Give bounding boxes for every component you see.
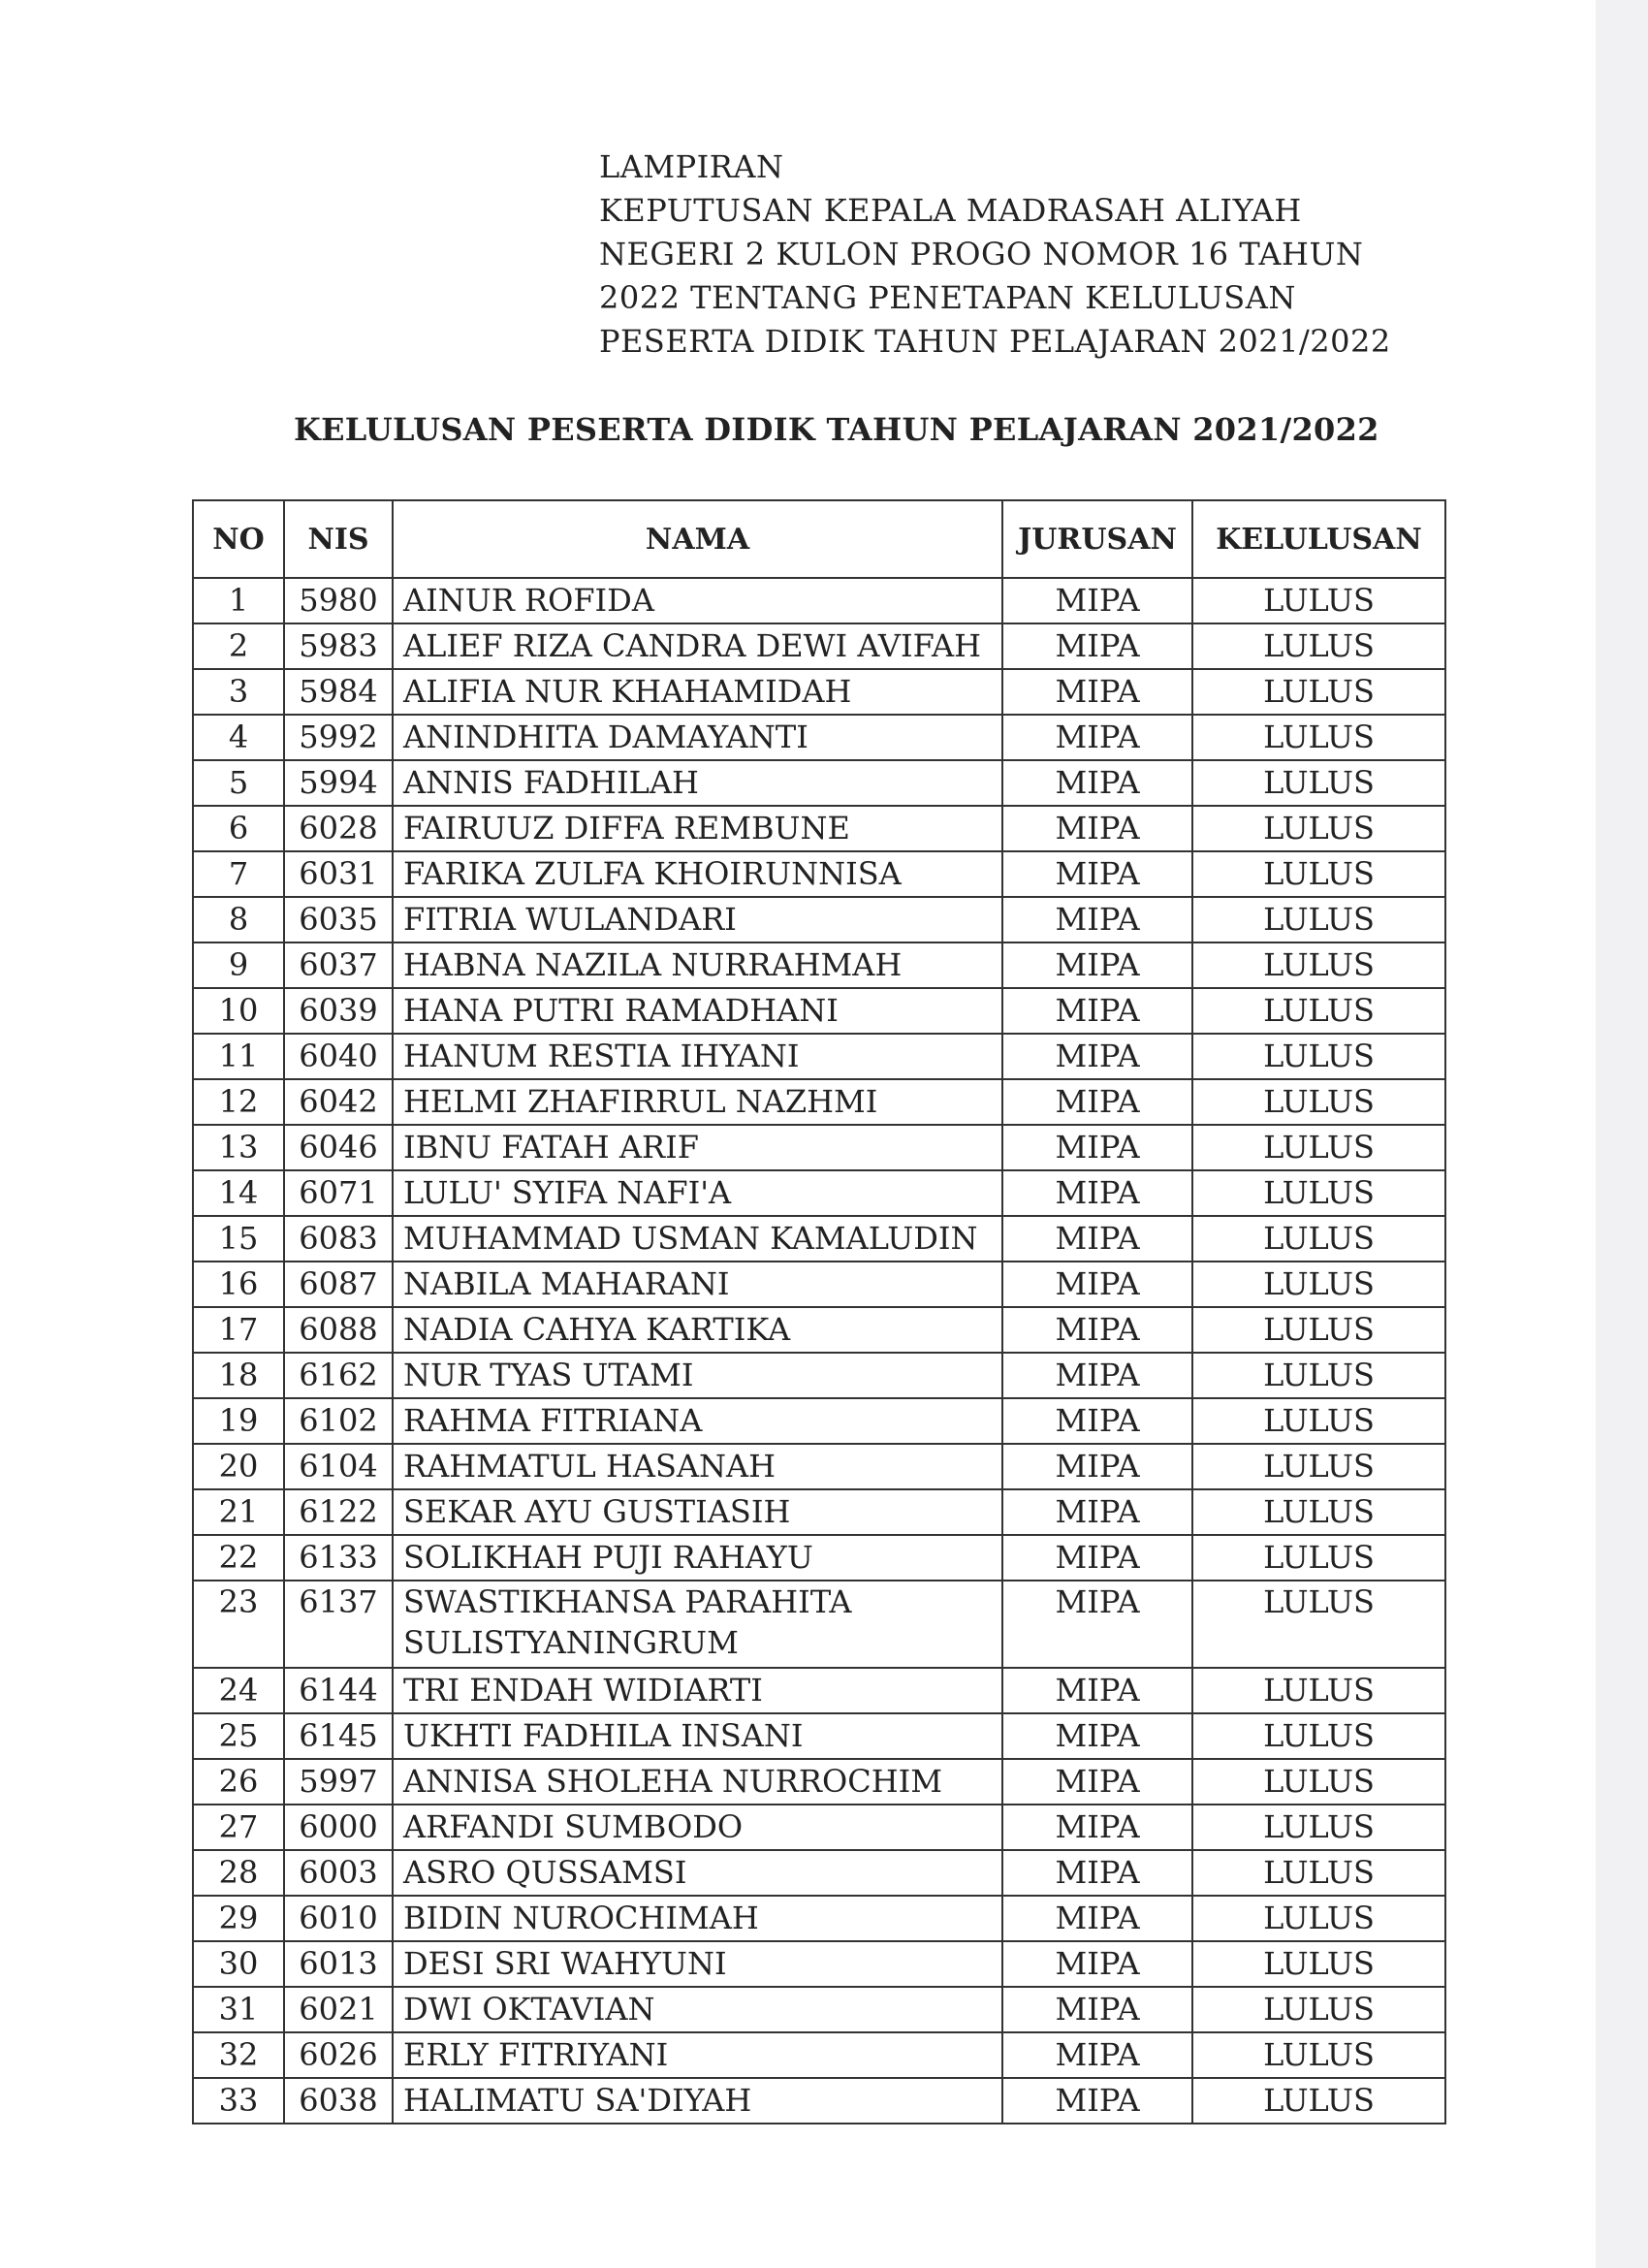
cell-kelulusan: LULUS (1192, 1307, 1445, 1353)
cell-nama: HELMI ZHAFIRRUL NAZHMI (393, 1079, 1002, 1125)
cell-nis: 5980 (284, 578, 393, 623)
table-body (193, 578, 1445, 2124)
cell-nama: DESI SRI WAHYUNI (393, 1941, 1002, 1987)
lampiran-header (599, 145, 1391, 364)
cell-jurusan: MIPA (1002, 942, 1192, 988)
cell-kelulusan: LULUS (1192, 1805, 1445, 1850)
cell-nama: HALIMATU SA'DIYAH (393, 2078, 1002, 2124)
cell-jurusan: MIPA (1002, 623, 1192, 669)
table-row (193, 1307, 1445, 1353)
cell-kelulusan: LULUS (1192, 806, 1445, 851)
lampiran-line: NEGERI 2 KULON PROGO NOMOR 16 TAHUN (599, 236, 1364, 272)
table-row (193, 1535, 1445, 1581)
cell-no: 20 (193, 1444, 284, 1489)
cell-no: 32 (193, 2032, 284, 2078)
table-row (193, 1941, 1445, 1987)
cell-jurusan: MIPA (1002, 2032, 1192, 2078)
cell-nis: 6039 (284, 988, 393, 1034)
header-nis: NIS (284, 500, 393, 578)
cell-nis: 6026 (284, 2032, 393, 2078)
cell-jurusan: MIPA (1002, 1759, 1192, 1805)
table-row (193, 1668, 1445, 1713)
cell-no: 28 (193, 1850, 284, 1896)
cell-kelulusan: LULUS (1192, 1759, 1445, 1805)
cell-jurusan: MIPA (1002, 1713, 1192, 1759)
cell-nis: 6088 (284, 1307, 393, 1353)
cell-nama: ARFANDI SUMBODO (393, 1805, 1002, 1850)
cell-no: 31 (193, 1987, 284, 2032)
table-row (193, 1896, 1445, 1941)
table-header-row (193, 500, 1445, 578)
cell-kelulusan: LULUS (1192, 1489, 1445, 1535)
cell-jurusan: MIPA (1002, 1850, 1192, 1896)
cell-no: 2 (193, 623, 284, 669)
table-row (193, 942, 1445, 988)
cell-nama: HABNA NAZILA NURRAHMAH (393, 942, 1002, 988)
cell-no: 8 (193, 897, 284, 942)
cell-kelulusan: LULUS (1192, 1581, 1445, 1668)
cell-kelulusan: LULUS (1192, 988, 1445, 1034)
table-row (193, 1987, 1445, 2032)
cell-kelulusan: LULUS (1192, 2032, 1445, 2078)
cell-jurusan: MIPA (1002, 1444, 1192, 1489)
cell-jurusan: MIPA (1002, 1034, 1192, 1079)
cell-nis: 5983 (284, 623, 393, 669)
table-row (193, 1353, 1445, 1398)
cell-nama: ASRO QUSSAMSI (393, 1850, 1002, 1896)
cell-nis: 6071 (284, 1170, 393, 1216)
cell-nis: 6037 (284, 942, 393, 988)
cell-nama: ALIEF RIZA CANDRA DEWI AVIFAH (393, 623, 1002, 669)
cell-nama: MUHAMMAD USMAN KAMALUDIN (393, 1216, 1002, 1262)
cell-kelulusan: LULUS (1192, 1896, 1445, 1941)
cell-nis: 6003 (284, 1850, 393, 1896)
cell-no: 14 (193, 1170, 284, 1216)
cell-nis: 5994 (284, 760, 393, 806)
cell-no: 23 (193, 1581, 284, 1668)
cell-nama: RAHMATUL HASANAH (393, 1444, 1002, 1489)
header-no: NO (193, 500, 284, 578)
table-row (193, 2032, 1445, 2078)
cell-kelulusan: LULUS (1192, 1850, 1445, 1896)
cell-nis: 6021 (284, 1987, 393, 2032)
cell-jurusan: MIPA (1002, 1987, 1192, 2032)
cell-nis: 6010 (284, 1896, 393, 1941)
lampiran-line: PESERTA DIDIK TAHUN PELAJARAN 2021/2022 (599, 323, 1391, 360)
cell-kelulusan: LULUS (1192, 1987, 1445, 2032)
cell-nama: AINUR ROFIDA (393, 578, 1002, 623)
cell-no: 3 (193, 669, 284, 715)
table-row (193, 1262, 1445, 1307)
cell-no: 10 (193, 988, 284, 1034)
table-row (193, 1444, 1445, 1489)
cell-nis: 6122 (284, 1489, 393, 1535)
cell-no: 12 (193, 1079, 284, 1125)
cell-kelulusan: LULUS (1192, 1668, 1445, 1713)
cell-nama: ANINDHITA DAMAYANTI (393, 715, 1002, 760)
cell-nis: 6102 (284, 1398, 393, 1444)
table-row (193, 1216, 1445, 1262)
cell-nama: ALIFIA NUR KHAHAMIDAH (393, 669, 1002, 715)
cell-kelulusan: LULUS (1192, 897, 1445, 942)
cell-jurusan: MIPA (1002, 1489, 1192, 1535)
cell-kelulusan: LULUS (1192, 1941, 1445, 1987)
table-row (193, 1034, 1445, 1079)
table-row (193, 715, 1445, 760)
lampiran-line: 2022 TENTANG PENETAPAN KELULUSAN (599, 279, 1296, 316)
cell-nis: 5992 (284, 715, 393, 760)
cell-jurusan: MIPA (1002, 2078, 1192, 2124)
graduation-table (192, 499, 1446, 2124)
cell-no: 30 (193, 1941, 284, 1987)
cell-jurusan: MIPA (1002, 1805, 1192, 1850)
cell-nama: BIDIN NUROCHIMAH (393, 1896, 1002, 1941)
table-row (193, 897, 1445, 942)
table-row (193, 851, 1445, 897)
cell-jurusan: MIPA (1002, 1353, 1192, 1398)
cell-nis: 6145 (284, 1713, 393, 1759)
cell-kelulusan: LULUS (1192, 2078, 1445, 2124)
cell-nama: SEKAR AYU GUSTIASIH (393, 1489, 1002, 1535)
table-row (193, 578, 1445, 623)
table-row (193, 1489, 1445, 1535)
lampiran-line: LAMPIRAN (599, 148, 784, 185)
cell-nama: ANNISA SHOLEHA NURROCHIM (393, 1759, 1002, 1805)
cell-nama: NUR TYAS UTAMI (393, 1353, 1002, 1398)
cell-nis: 6087 (284, 1262, 393, 1307)
cell-nis: 6083 (284, 1216, 393, 1262)
cell-nama: SOLIKHAH PUJI RAHAYU (393, 1535, 1002, 1581)
table-row (193, 1805, 1445, 1850)
cell-no: 5 (193, 760, 284, 806)
cell-kelulusan: LULUS (1192, 1444, 1445, 1489)
cell-jurusan: MIPA (1002, 715, 1192, 760)
cell-nis: 5984 (284, 669, 393, 715)
cell-nis: 6038 (284, 2078, 393, 2124)
cell-kelulusan: LULUS (1192, 715, 1445, 760)
cell-kelulusan: LULUS (1192, 851, 1445, 897)
cell-nis: 5997 (284, 1759, 393, 1805)
table-row (193, 806, 1445, 851)
cell-no: 11 (193, 1034, 284, 1079)
cell-jurusan: MIPA (1002, 1170, 1192, 1216)
table-row (193, 988, 1445, 1034)
cell-kelulusan: LULUS (1192, 1034, 1445, 1079)
table-row (193, 2078, 1445, 2124)
cell-jurusan: MIPA (1002, 851, 1192, 897)
cell-nis: 6040 (284, 1034, 393, 1079)
cell-kelulusan: LULUS (1192, 1216, 1445, 1262)
cell-nama: HANUM RESTIA IHYANI (393, 1034, 1002, 1079)
cell-nis: 6013 (284, 1941, 393, 1987)
table-row (193, 1759, 1445, 1805)
cell-nama: SWASTIKHANSA PARAHITA SULISTYANINGRUM (393, 1581, 1002, 1668)
cell-jurusan: MIPA (1002, 1896, 1192, 1941)
cell-jurusan: MIPA (1002, 806, 1192, 851)
table-row (193, 1125, 1445, 1170)
cell-jurusan: MIPA (1002, 1581, 1192, 1668)
cell-kelulusan: LULUS (1192, 1262, 1445, 1307)
table-row (193, 1079, 1445, 1125)
cell-kelulusan: LULUS (1192, 942, 1445, 988)
cell-nis: 6144 (284, 1668, 393, 1713)
cell-kelulusan: LULUS (1192, 1398, 1445, 1444)
cell-nis: 6031 (284, 851, 393, 897)
cell-no: 26 (193, 1759, 284, 1805)
cell-nama: FAIRUUZ DIFFA REMBUNE (393, 806, 1002, 851)
cell-nama: TRI ENDAH WIDIARTI (393, 1668, 1002, 1713)
cell-kelulusan: LULUS (1192, 1535, 1445, 1581)
cell-nis: 6133 (284, 1535, 393, 1581)
cell-nis: 6104 (284, 1444, 393, 1489)
cell-jurusan: MIPA (1002, 760, 1192, 806)
cell-no: 15 (193, 1216, 284, 1262)
cell-jurusan: MIPA (1002, 988, 1192, 1034)
cell-jurusan: MIPA (1002, 1216, 1192, 1262)
cell-kelulusan: LULUS (1192, 1713, 1445, 1759)
cell-no: 29 (193, 1896, 284, 1941)
cell-kelulusan: LULUS (1192, 1353, 1445, 1398)
cell-nama: ERLY FITRIYANI (393, 2032, 1002, 2078)
cell-no: 19 (193, 1398, 284, 1444)
cell-nama: NABILA MAHARANI (393, 1262, 1002, 1307)
table-row (193, 623, 1445, 669)
cell-jurusan: MIPA (1002, 1398, 1192, 1444)
cell-nama: IBNU FATAH ARIF (393, 1125, 1002, 1170)
cell-no: 7 (193, 851, 284, 897)
cell-nis: 6035 (284, 897, 393, 942)
cell-no: 1 (193, 578, 284, 623)
cell-no: 6 (193, 806, 284, 851)
cell-kelulusan: LULUS (1192, 578, 1445, 623)
cell-jurusan: MIPA (1002, 897, 1192, 942)
cell-no: 33 (193, 2078, 284, 2124)
table-row (193, 669, 1445, 715)
cell-no: 24 (193, 1668, 284, 1713)
cell-kelulusan: LULUS (1192, 1170, 1445, 1216)
header-nama: NAMA (393, 500, 1002, 578)
cell-nama: UKHTI FADHILA INSANI (393, 1713, 1002, 1759)
table-row (193, 1713, 1445, 1759)
table-row (193, 760, 1445, 806)
cell-jurusan: MIPA (1002, 1941, 1192, 1987)
cell-jurusan: MIPA (1002, 1079, 1192, 1125)
cell-nama: HANA PUTRI RAMADHANI (393, 988, 1002, 1034)
cell-jurusan: MIPA (1002, 1125, 1192, 1170)
cell-nis: 6137 (284, 1581, 393, 1668)
cell-no: 22 (193, 1535, 284, 1581)
cell-nama: FARIKA ZULFA KHOIRUNNISA (393, 851, 1002, 897)
cell-nama: RAHMA FITRIANA (393, 1398, 1002, 1444)
cell-jurusan: MIPA (1002, 1307, 1192, 1353)
cell-kelulusan: LULUS (1192, 669, 1445, 715)
lampiran-line: KEPUTUSAN KEPALA MADRASAH ALIYAH (599, 192, 1302, 229)
table-row (193, 1850, 1445, 1896)
cell-jurusan: MIPA (1002, 1668, 1192, 1713)
cell-jurusan: MIPA (1002, 669, 1192, 715)
cell-no: 21 (193, 1489, 284, 1535)
cell-no: 13 (193, 1125, 284, 1170)
cell-nis: 6162 (284, 1353, 393, 1398)
cell-nis: 6000 (284, 1805, 393, 1850)
cell-jurusan: MIPA (1002, 578, 1192, 623)
cell-nama: DWI OKTAVIAN (393, 1987, 1002, 2032)
cell-nama: NADIA CAHYA KARTIKA (393, 1307, 1002, 1353)
cell-no: 4 (193, 715, 284, 760)
cell-jurusan: MIPA (1002, 1262, 1192, 1307)
table-row (193, 1581, 1445, 1668)
header-kelulusan: KELULUSAN (1192, 500, 1445, 578)
cell-kelulusan: LULUS (1192, 760, 1445, 806)
cell-nama: FITRIA WULANDARI (393, 897, 1002, 942)
cell-nama: LULU' SYIFA NAFI'A (393, 1170, 1002, 1216)
cell-jurusan: MIPA (1002, 1535, 1192, 1581)
cell-nis: 6046 (284, 1125, 393, 1170)
document-title: KELULUSAN PESERTA DIDIK TAHUN PELAJARAN 2021/2022 (294, 411, 1379, 448)
table-row (193, 1170, 1445, 1216)
cell-no: 16 (193, 1262, 284, 1307)
cell-no: 17 (193, 1307, 284, 1353)
cell-nama: ANNIS FADHILAH (393, 760, 1002, 806)
table-row (193, 1398, 1445, 1444)
cell-kelulusan: LULUS (1192, 1079, 1445, 1125)
header-jurusan: JURUSAN (1002, 500, 1192, 578)
cell-no: 9 (193, 942, 284, 988)
cell-kelulusan: LULUS (1192, 1125, 1445, 1170)
cell-nis: 6042 (284, 1079, 393, 1125)
cell-no: 27 (193, 1805, 284, 1850)
cell-no: 18 (193, 1353, 284, 1398)
page-edge-shadow (1596, 0, 1648, 2268)
cell-kelulusan: LULUS (1192, 623, 1445, 669)
cell-nis: 6028 (284, 806, 393, 851)
cell-no: 25 (193, 1713, 284, 1759)
